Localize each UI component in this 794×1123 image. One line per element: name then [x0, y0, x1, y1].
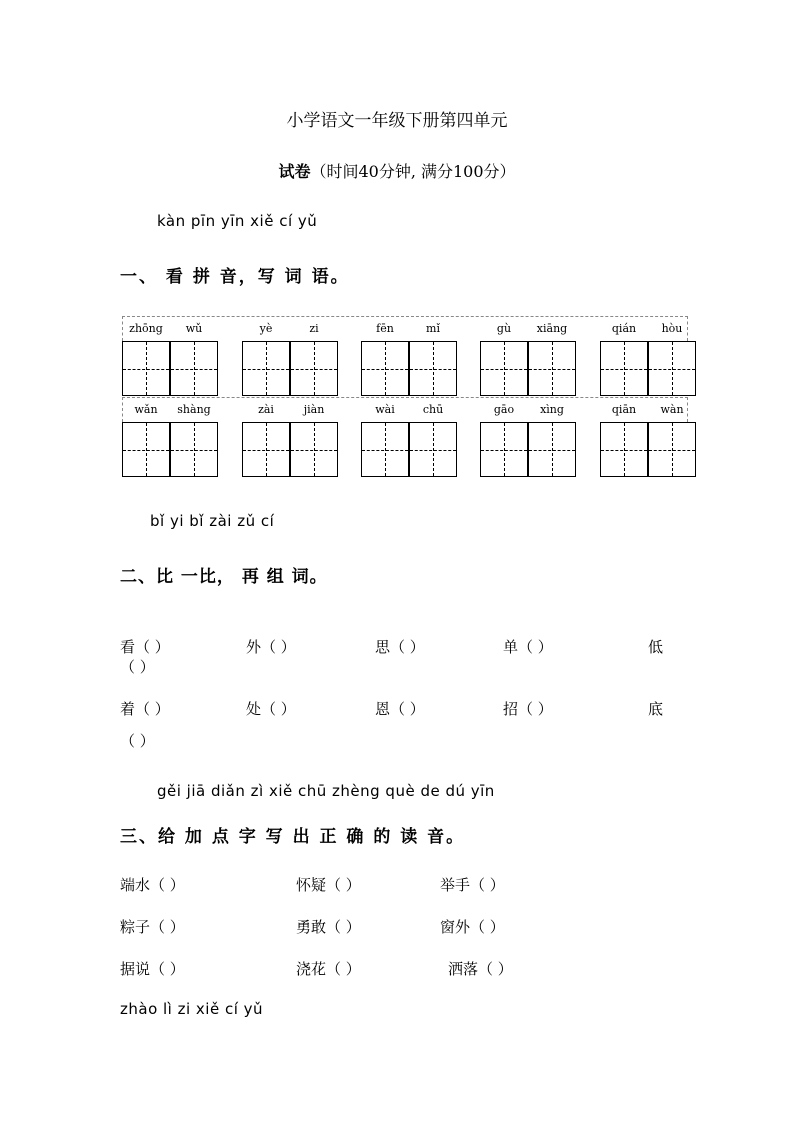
compare-item: 看（ ）: [120, 638, 170, 656]
writing-cell[interactable]: [600, 341, 648, 396]
reading-item: 怀疑（ ）: [296, 876, 361, 894]
writing-cell[interactable]: [290, 422, 338, 477]
writing-cell[interactable]: [648, 341, 696, 396]
pinyin-label: xìng: [540, 403, 564, 416]
reading-item: 举手（ ）: [440, 876, 505, 894]
writing-cell[interactable]: [409, 341, 457, 396]
compare-item: 思（ ）: [375, 638, 425, 656]
pinyin-grid-row-1: [122, 316, 688, 398]
pinyin-label: wài: [375, 403, 395, 416]
page-title: 小学语文一年级下册第四单元: [286, 111, 508, 131]
writing-cell[interactable]: [480, 341, 528, 396]
reading-item: 据说（ ）: [120, 960, 185, 978]
reading-item: 洒落（ ）: [448, 960, 513, 978]
pinyin-label: qián: [611, 322, 637, 335]
writing-cell[interactable]: [361, 341, 409, 396]
section4-pinyin: zhào lì zi xiě cí yǔ: [120, 1000, 264, 1018]
reading-item: 浇花（ ）: [296, 960, 361, 978]
section3-heading: 三、给 加 点 字 写 出 正 确 的 读 音。: [120, 827, 466, 847]
pinyin-label: gù: [496, 322, 512, 335]
reading-item: 勇敢（ ）: [296, 918, 361, 936]
pinyin-label: qiān: [611, 403, 637, 416]
pinyin-label: wǎn: [134, 403, 158, 416]
compare-item: 招（ ）: [503, 700, 553, 718]
reading-item: 粽子（ ）: [120, 918, 185, 936]
compare-item-wrap: （ ）: [120, 658, 155, 676]
reading-item: 窗外（ ）: [440, 918, 505, 936]
writing-cell[interactable]: [528, 422, 576, 477]
pinyin-label: wǔ: [185, 322, 203, 335]
page-subtitle: [0, 159, 794, 182]
pinyin-label: jiàn: [303, 403, 325, 416]
pinyin-label: xiāng: [536, 322, 568, 335]
pinyin-label: gāo: [493, 403, 515, 416]
compare-item: 着（ ）: [120, 700, 170, 718]
pinyin-label: chū: [422, 403, 444, 416]
writing-cell[interactable]: [242, 422, 290, 477]
pinyin-label: zài: [258, 403, 274, 416]
pinyin-label: mǐ: [426, 322, 440, 335]
subtitle-bold: 试卷: [278, 162, 311, 181]
section3-pinyin: gěi jiā diǎn zì xiě chū zhèng què de dú yīn: [157, 782, 495, 800]
writing-cell[interactable]: [648, 422, 696, 477]
writing-cell[interactable]: [122, 422, 170, 477]
pinyin-label: yè: [259, 322, 273, 335]
writing-cell[interactable]: [528, 341, 576, 396]
subtitle-rest: （时间40分钟, 满分100分）: [310, 162, 516, 181]
reading-item: 端水（ ）: [120, 876, 185, 894]
writing-cell[interactable]: [122, 341, 170, 396]
writing-cell[interactable]: [170, 341, 218, 396]
compare-item: 低: [648, 638, 664, 656]
compare-item: 处（ ）: [246, 700, 296, 718]
section2-pinyin: bǐ yi bǐ zài zǔ cí: [150, 512, 275, 530]
writing-cell[interactable]: [600, 422, 648, 477]
writing-cell[interactable]: [480, 422, 528, 477]
writing-cell[interactable]: [170, 422, 218, 477]
compare-item: 外（ ）: [246, 638, 296, 656]
section1-pinyin: kàn pīn yīn xiě cí yǔ: [157, 212, 318, 230]
compare-item: 单（ ）: [503, 638, 553, 656]
pinyin-label: hòu: [661, 322, 683, 335]
writing-cell[interactable]: [290, 341, 338, 396]
pinyin-label: fēn: [376, 322, 394, 335]
compare-item-wrap: （ ）: [120, 732, 155, 750]
pinyin-label: zi: [309, 322, 319, 335]
pinyin-label: wàn: [660, 403, 684, 416]
writing-cell[interactable]: [409, 422, 457, 477]
pinyin-label: shàng: [177, 403, 211, 416]
writing-cell[interactable]: [361, 422, 409, 477]
compare-item: 恩（ ）: [375, 700, 425, 718]
compare-item: 底: [648, 700, 664, 718]
pinyin-label: zhōng: [129, 322, 163, 335]
section2-heading: 二、比 一比， 再 组 词。: [120, 567, 328, 587]
section1-heading: 一、 看 拼 音，写 词 语。: [120, 267, 350, 287]
pinyin-grid-row-2: [122, 397, 688, 479]
writing-cell[interactable]: [242, 341, 290, 396]
